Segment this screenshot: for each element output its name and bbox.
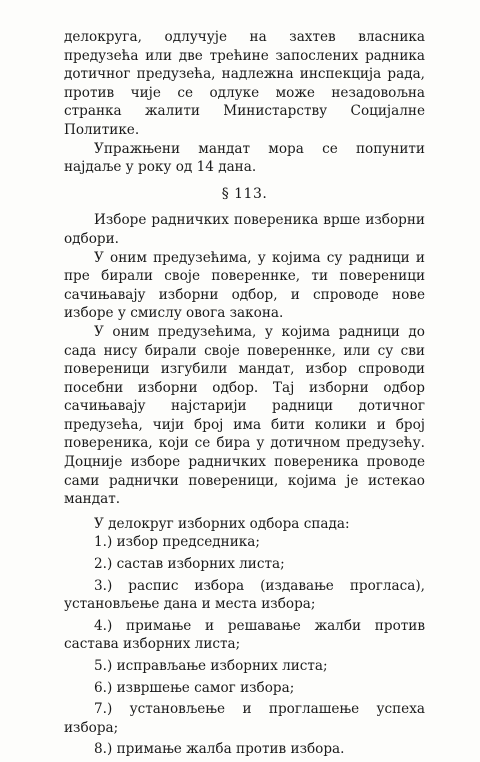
list-item: 6.) извршење самог избора; xyxy=(94,679,295,696)
paragraph-mandate: Упражњени мандат мора се попунити најдаље у року од 14 дана. xyxy=(64,140,425,176)
list-item: 1.) избор председника; xyxy=(94,534,260,551)
paragraph-companies-2: У оним предузећима, у којима радници до сада нису бирали своје повереннке, или су сви повереници изгубили мандат, избор спроводи посебни изборни одбор. Тај изборни одбор сачињавају најстарији радници дотичног предузећа, чији број има бити колики и број повереника, који се бира у дотичном предузећу. Доцније изборе радничких повереника проводе сами раднички повереници, којима је истекао мандат. xyxy=(64,323,425,508)
duties-list xyxy=(64,533,425,759)
paragraph-companies-1: У оним предузећима, у којима су радници и пре бирали своје повереннке, ти повереници сачињавају изборни одбор, и спроводе нове изборе у смислу овога закона. xyxy=(64,249,425,322)
list-item: 7.) установљење и проглашење успеха избора; xyxy=(64,701,425,736)
list-item: 5.) исправљање изборних листа; xyxy=(94,658,328,674)
list-item: 2.) састав изборних листа; xyxy=(94,556,285,573)
section-heading: § 113. xyxy=(221,185,268,202)
list-item: 4.) примање и решавање жалби против састава изборних листа; xyxy=(64,617,425,653)
list-intro: У делокруг изборних одбора спада: xyxy=(94,515,350,532)
list-item: 8.) примање жалба против избора. xyxy=(94,741,345,758)
document-body xyxy=(64,28,425,762)
paragraph-elections: Изборе радничких повереника врше изборни одбори. xyxy=(64,212,425,247)
paragraph-continuation: делокруга, одлучује на захтев власника предузећа или две трећине запослених радника дотичног предузећа, надлежна инспекција рада, против чије се одлуке може незадовољна странка жалити Министарству Социјалне Политике. xyxy=(64,29,425,138)
list-item: 3.) распис избора (издавање прогласа), установљење дана и места избора; xyxy=(64,577,425,613)
